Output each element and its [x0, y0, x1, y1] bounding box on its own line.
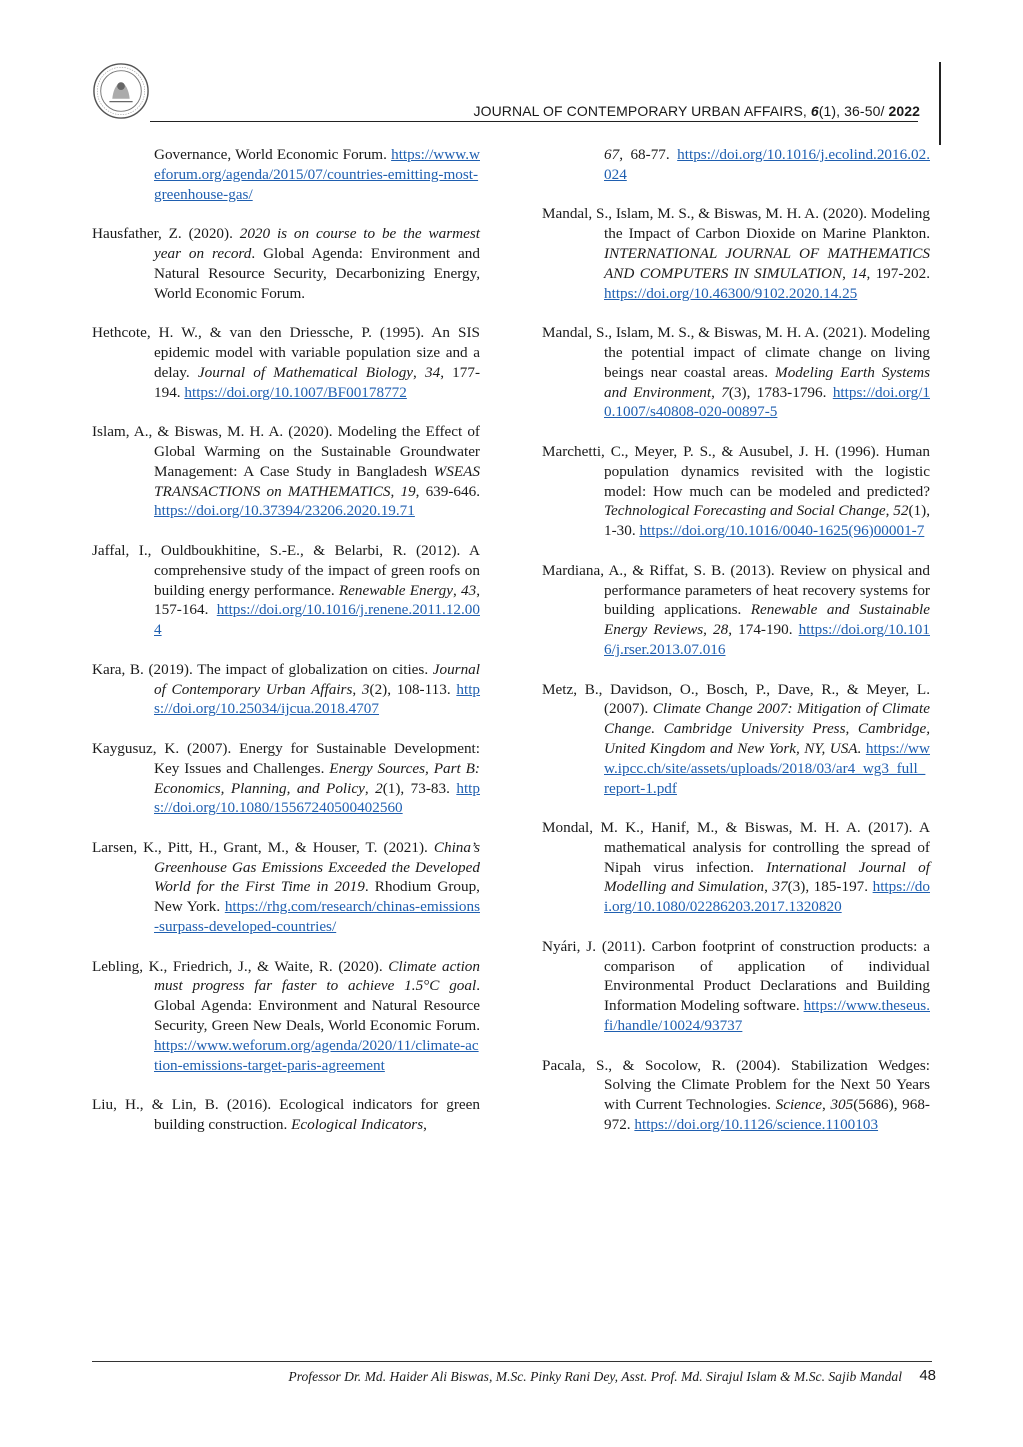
- reference-link[interactable]: https://doi.org/10.1126/science.1100103: [634, 1116, 879, 1134]
- reference-entry: Kaygusuz, K. (2007). Energy for Sustainable Development: Key Issues and Challenges. Energy Sources, Part B: Economics, Planning, and Policy, 2(1), 73-83. https://doi.org/10.1080/15567240500402560: [92, 739, 480, 817]
- reference-entry: Hausfather, Z. (2020). 2020 is on course to be the warmest year on record. Global Agenda: Environment and Natural Resource Security, Decarbonizing Energy, World Economic Forum.: [92, 225, 480, 302]
- reference-link[interactable]: https://doi.org/10.46300/9102.2020.14.25: [604, 284, 858, 302]
- reference-entry: Islam, A., & Biswas, M. H. A. (2020). Modeling the Effect of Global Warming on the Sustainable Groundwater Management: A Case Study in Bangladesh WSEAS TRANSACTIONS on MATHEMATICS, 19, 639-646. https://doi.org/10.37394/23206.2020.19.71: [92, 423, 480, 520]
- header-vertical-bar: [939, 62, 941, 145]
- reference-entry: Nyári, J. (2011). Carbon footprint of construction products: a comparison of application of individual Environmental Product Declarations and Building Information Modeling software. https://www.theseus.fi/handle/10024/93737: [542, 937, 930, 1035]
- reference-link[interactable]: https://rhg.com/research/chinas-emissions-surpass-developed-countries/: [154, 898, 480, 936]
- reference-entry: 67, 68-77. https://doi.org/10.1016/j.ecolind.2016.02.024: [604, 146, 930, 183]
- reference-link[interactable]: https://doi.org/10.1080/15567240500402560: [154, 779, 480, 817]
- reference-link[interactable]: https://doi.org/10.1016/0040-1625(96)00001-7: [639, 522, 925, 540]
- reference-link[interactable]: https://doi.org/10.1016/j.ecolind.2016.02.024: [604, 146, 930, 183]
- reference-entry: Hethcote, H. W., & van den Driessche, P. (1995). An SIS epidemic model with variable population size and a delay. Journal of Mathematical Biology, 34, 177-194. https://doi.org/10.1007/BF00178772: [92, 324, 481, 401]
- reference-link[interactable]: https://www.weforum.org/agenda/2015/07/countries-emitting-most-greenhouse-gas/: [154, 146, 480, 203]
- journal-name: JOURNAL OF CONTEMPORARY URBAN AFFAIRS,: [473, 103, 811, 119]
- reference-link[interactable]: https://doi.org/10.1016/j.rser.2013.07.016: [604, 621, 930, 658]
- reference-link[interactable]: https://www.theseus.fi/handle/10024/93737: [604, 997, 930, 1035]
- reference-entry: Metz, B., Davidson, O., Bosch, P., Dave, R., & Meyer, L. (2007). Climate Change 2007: Mitigation of Climate Change. Cambridge University Press, Cambridge, United Kingdom and New York, NY, USA. https://www.ipcc.ch/site/assets/uploads/2018/03/ar4_wg3_full_report-1.pdf: [542, 680, 930, 797]
- reference-link[interactable]: https://doi.org/10.1007/s40808-020-00897-5: [604, 383, 930, 421]
- reference-column-left: [92, 145, 480, 1155]
- reference-link[interactable]: https://doi.org/10.1007/BF00178772: [184, 383, 407, 401]
- header-divider: [150, 121, 918, 122]
- reference-link[interactable]: https://www.ipcc.ch/site/assets/uploads/2018/03/ar4_wg3_full_report-1.pdf: [604, 739, 930, 797]
- reference-entry: Mondal, M. K., Hanif, M., & Biswas, M. H. A. (2017). A mathematical analysis for controlling the spread of Nipah virus infection. International Journal of Modelling and Simulation, 37(3), 185-197. https://doi.org/10.1080/02286203.2017.1320820: [542, 819, 930, 916]
- journal-seal-logo: [92, 62, 150, 120]
- footer-divider: [92, 1361, 932, 1362]
- journal-header: [300, 103, 920, 119]
- reference-entry: Pacala, S., & Socolow, R. (2004). Stabilization Wedges: Solving the Climate Problem for the Next 50 Years with Current Technologies. Science, 305(5686), 968-972. https://doi.org/10.1126/science.1100103: [542, 1056, 930, 1134]
- reference-link[interactable]: https://doi.org/10.25034/ijcua.2018.4707: [154, 680, 481, 718]
- footer-authors: Professor Dr. Md. Haider Ali Biswas, M.Sc. Pinky Rani Dey, Asst. Prof. Md. Sirajul Islam & M.Sc. Sajib Mandal: [288, 1369, 902, 1384]
- reference-entry: Lebling, K., Friedrich, J., & Waite, R. (2020). Climate action must progress far faster to achieve 1.5°C goal. Global Agenda: Environment and Natural Resource Security, Green New Deals, World Economic Forum. https://www.weforum.org/agenda/2020/11/climate-action-emissions-target-paris-agreement: [92, 957, 480, 1074]
- journal-volume: 6: [810, 103, 819, 119]
- reference-entry: Mardiana, A., & Riffat, S. B. (2013). Review on physical and performance parameters of heat recovery systems for building applications. Renewable and Sustainable Energy Reviews, 28, 174-190. https://doi.org/10.1016/j.rser.2013.07.016: [542, 561, 930, 658]
- reference-entry: Kara, B. (2019). The impact of globalization on cities. Journal of Contemporary Urban Affairs, 3(2), 108-113. https://doi.org/10.25034/ijcua.2018.4707: [92, 660, 481, 718]
- reference-link[interactable]: https://doi.org/10.1016/j.renene.2011.12.004: [154, 601, 480, 639]
- reference-link[interactable]: https://doi.org/10.1080/02286203.2017.1320820: [604, 878, 930, 916]
- journal-year: 2022: [888, 103, 920, 119]
- reference-entry: Mandal, S., Islam, M. S., & Biswas, M. H. A. (2020). Modeling the Impact of Carbon Dioxide on Marine Plankton. INTERNATIONAL JOURNAL OF MATHEMATICS AND COMPUTERS IN SIMULATION, 14, 197-202. https://doi.org/10.46300/9102.2020.14.25: [542, 205, 931, 302]
- reference-link[interactable]: https://doi.org/10.37394/23206.2020.19.71: [154, 502, 415, 520]
- reference-entry: Larsen, K., Pitt, H., Grant, M., & Houser, T. (2021). China’s Greenhouse Gas Emissions Exceeded the Developed World for the First Time in 2019. Rhodium Group, New York. https://rhg.com/research/chinas-emissions-surpass-developed-countries/: [92, 838, 480, 936]
- reference-entry: Marchetti, C., Meyer, P. S., & Ausubel, J. H. (1996). Human population dynamics revisited with the logistic model: How much can be modeled and predicted? Technological Forecasting and Social Change, 52(1), 1-30. https://doi.org/10.1016/0040-1625(96)00001-7: [542, 442, 930, 540]
- reference-entry: Liu, H., & Lin, B. (2016). Ecological indicators for green building construction. Ecological Indicators,: [92, 1096, 480, 1134]
- reference-column-right: [542, 145, 930, 1155]
- reference-entry: Jaffal, I., Ouldboukhitine, S.-E., & Belarbi, R. (2012). A comprehensive study of the impact of green roofs on building energy performance. Renewable Energy, 43, 157-164. https://doi.org/10.1016/j.renene.2011.12.004: [92, 541, 480, 639]
- reference-entry: Governance, World Economic Forum. https://www.weforum.org/agenda/2015/07/countries-emitting-most-greenhouse-gas/: [154, 146, 480, 203]
- page-number: 48: [919, 1367, 936, 1384]
- reference-entry: Mandal, S., Islam, M. S., & Biswas, M. H. A. (2021). Modeling the potential impact of climate change on living beings near coastal areas. Modeling Earth Systems and Environment, 7(3), 1783-1796. https://doi.org/10.1007/s40808-020-00897-5: [542, 324, 930, 421]
- reference-link[interactable]: https://www.weforum.org/agenda/2020/11/climate-action-emissions-target-paris-agreement: [154, 1036, 479, 1074]
- journal-issue-pages: (1), 36-50/: [818, 103, 889, 119]
